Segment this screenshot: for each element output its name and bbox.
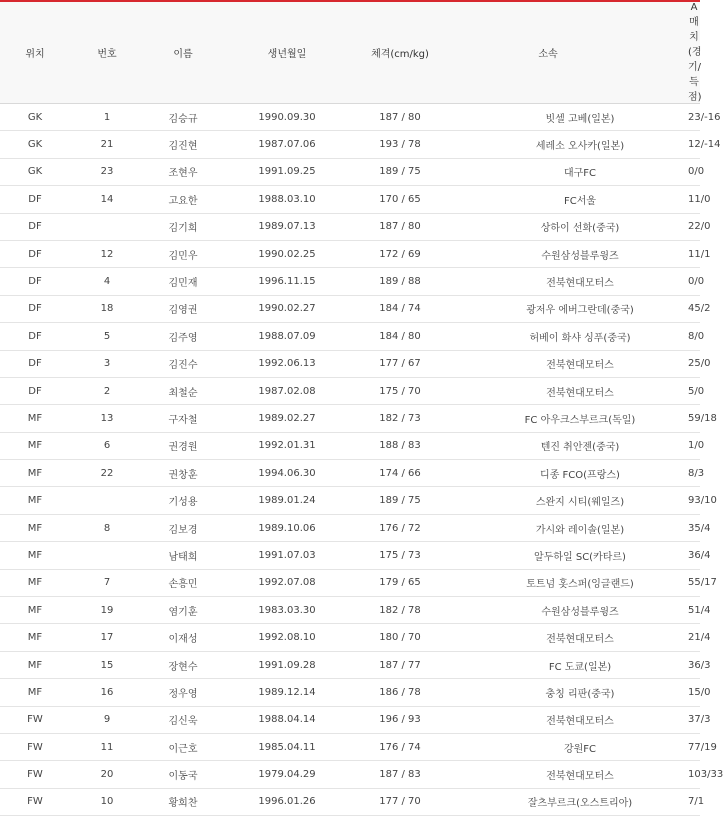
cell-position: DF [0, 350, 70, 377]
cell-caps: 12/-14 [648, 131, 700, 158]
cell-position: MF [0, 569, 70, 596]
cell-name: 황희찬 [144, 788, 222, 815]
cell-club: 알두하일 SC(카타르) [448, 542, 648, 569]
cell-caps: 21/4 [648, 624, 700, 651]
cell-position: GK [0, 104, 70, 131]
cell-caps: 35/4 [648, 514, 700, 541]
cell-club: 가시와 레이솔(일본) [448, 514, 648, 541]
table-row [0, 432, 700, 459]
table-row [0, 487, 700, 514]
table-row [0, 104, 700, 131]
cell-birth: 1979.04.29 [222, 761, 352, 788]
cell-club: 전북현대모터스 [448, 350, 648, 377]
cell-name: 구자철 [144, 405, 222, 432]
cell-body: 189 / 75 [352, 158, 448, 185]
header-name: 이름 [144, 1, 222, 104]
cell-caps: 51/4 [648, 597, 700, 624]
cell-caps: 25/0 [648, 350, 700, 377]
cell-position: GK [0, 131, 70, 158]
cell-club: 충칭 리판(중국) [448, 679, 648, 706]
cell-position: DF [0, 268, 70, 295]
cell-name: 고요한 [144, 186, 222, 213]
cell-club: 디종 FCO(프랑스) [448, 460, 648, 487]
cell-position: MF [0, 487, 70, 514]
cell-body: 175 / 70 [352, 377, 448, 404]
cell-name: 권경원 [144, 432, 222, 459]
cell-club: 텐진 취안젠(중국) [448, 432, 648, 459]
cell-body: 196 / 93 [352, 706, 448, 733]
cell-number: 3 [70, 350, 144, 377]
cell-name: 김진수 [144, 350, 222, 377]
cell-club: 빗셀 고베(일본) [448, 104, 648, 131]
cell-position: MF [0, 405, 70, 432]
cell-body: 177 / 70 [352, 788, 448, 815]
cell-position: GK [0, 158, 70, 185]
cell-number: 10 [70, 788, 144, 815]
cell-birth: 1991.09.28 [222, 651, 352, 678]
cell-birth: 1996.11.15 [222, 268, 352, 295]
cell-position: MF [0, 679, 70, 706]
cell-birth: 1987.07.06 [222, 131, 352, 158]
cell-body: 189 / 88 [352, 268, 448, 295]
cell-name: 조현우 [144, 158, 222, 185]
header-position: 위치 [0, 1, 70, 104]
cell-birth: 1996.01.26 [222, 788, 352, 815]
cell-birth: 1992.01.31 [222, 432, 352, 459]
cell-birth: 1990.02.25 [222, 240, 352, 267]
cell-name: 김진현 [144, 131, 222, 158]
table-row [0, 597, 700, 624]
cell-position: DF [0, 323, 70, 350]
table-header [0, 1, 700, 104]
cell-caps: 5/0 [648, 377, 700, 404]
cell-name: 이재성 [144, 624, 222, 651]
cell-body: 187 / 77 [352, 651, 448, 678]
cell-position: MF [0, 432, 70, 459]
cell-position: DF [0, 240, 70, 267]
table-row [0, 706, 700, 733]
cell-number: 20 [70, 761, 144, 788]
cell-caps: 103/33 [648, 761, 700, 788]
cell-birth: 1985.04.11 [222, 733, 352, 760]
cell-club: 전북현대모터스 [448, 268, 648, 295]
cell-body: 176 / 72 [352, 514, 448, 541]
cell-position: MF [0, 624, 70, 651]
cell-position: MF [0, 597, 70, 624]
cell-birth: 1983.03.30 [222, 597, 352, 624]
cell-body: 193 / 78 [352, 131, 448, 158]
cell-birth: 1990.02.27 [222, 295, 352, 322]
cell-position: DF [0, 295, 70, 322]
cell-position: FW [0, 733, 70, 760]
table-row [0, 514, 700, 541]
cell-caps: 11/1 [648, 240, 700, 267]
cell-number: 17 [70, 624, 144, 651]
cell-club: FC 아우크스부르크(독일) [448, 405, 648, 432]
cell-birth: 1989.07.13 [222, 213, 352, 240]
cell-caps: 8/3 [648, 460, 700, 487]
cell-birth: 1988.04.14 [222, 706, 352, 733]
cell-birth: 1992.06.13 [222, 350, 352, 377]
table-row [0, 733, 700, 760]
cell-name: 기성용 [144, 487, 222, 514]
cell-body: 188 / 83 [352, 432, 448, 459]
cell-body: 176 / 74 [352, 733, 448, 760]
cell-number: 8 [70, 514, 144, 541]
table-row [0, 158, 700, 185]
cell-position: FW [0, 761, 70, 788]
cell-caps: 15/0 [648, 679, 700, 706]
cell-name: 남태희 [144, 542, 222, 569]
cell-name: 장현수 [144, 651, 222, 678]
cell-number: 16 [70, 679, 144, 706]
table-row [0, 186, 700, 213]
cell-body: 170 / 65 [352, 186, 448, 213]
cell-club: 광저우 에버그란데(중국) [448, 295, 648, 322]
cell-body: 182 / 73 [352, 405, 448, 432]
cell-club: 수원삼성블루윙즈 [448, 597, 648, 624]
cell-body: 177 / 67 [352, 350, 448, 377]
table-row [0, 295, 700, 322]
cell-caps: 23/-16 [648, 104, 700, 131]
cell-name: 김보경 [144, 514, 222, 541]
table-row [0, 624, 700, 651]
cell-number: 5 [70, 323, 144, 350]
cell-birth: 1994.06.30 [222, 460, 352, 487]
cell-body: 187 / 80 [352, 213, 448, 240]
table-row [0, 240, 700, 267]
cell-body: 187 / 80 [352, 104, 448, 131]
cell-birth: 1989.10.06 [222, 514, 352, 541]
cell-position: MF [0, 651, 70, 678]
cell-caps: 55/17 [648, 569, 700, 596]
cell-number: 12 [70, 240, 144, 267]
table-row [0, 679, 700, 706]
cell-body: 172 / 69 [352, 240, 448, 267]
cell-body: 175 / 73 [352, 542, 448, 569]
cell-club: 수원삼성블루윙즈 [448, 240, 648, 267]
cell-club: 전북현대모터스 [448, 706, 648, 733]
cell-birth: 1988.03.10 [222, 186, 352, 213]
cell-birth: 1987.02.08 [222, 377, 352, 404]
cell-birth: 1991.07.03 [222, 542, 352, 569]
cell-position: MF [0, 514, 70, 541]
cell-caps: 93/10 [648, 487, 700, 514]
cell-caps: 0/0 [648, 158, 700, 185]
cell-name: 김영권 [144, 295, 222, 322]
cell-body: 174 / 66 [352, 460, 448, 487]
cell-number: 13 [70, 405, 144, 432]
cell-club: 잘츠부르크(오스트리아) [448, 788, 648, 815]
cell-caps: 8/0 [648, 323, 700, 350]
cell-position: MF [0, 542, 70, 569]
cell-number [70, 542, 144, 569]
cell-club: 전북현대모터스 [448, 761, 648, 788]
header-caps: A매치(경기/득점) [648, 1, 700, 104]
table-row [0, 460, 700, 487]
table-body [0, 104, 723, 816]
cell-number [70, 213, 144, 240]
cell-birth: 1991.09.25 [222, 158, 352, 185]
cell-club: 상하이 선화(중국) [448, 213, 648, 240]
cell-birth: 1988.07.09 [222, 323, 352, 350]
cell-caps: 59/18 [648, 405, 700, 432]
table-row [0, 761, 700, 788]
cell-name: 권창훈 [144, 460, 222, 487]
cell-caps: 22/0 [648, 213, 700, 240]
cell-club: 토트넘 홋스퍼(잉글랜드) [448, 569, 648, 596]
cell-name: 김승규 [144, 104, 222, 131]
cell-number: 1 [70, 104, 144, 131]
cell-body: 179 / 65 [352, 569, 448, 596]
cell-number: 6 [70, 432, 144, 459]
cell-birth: 1992.07.08 [222, 569, 352, 596]
cell-position: DF [0, 377, 70, 404]
cell-club: FC서울 [448, 186, 648, 213]
cell-position: FW [0, 788, 70, 815]
table-row [0, 788, 700, 815]
cell-birth: 1989.02.27 [222, 405, 352, 432]
cell-club: 강원FC [448, 733, 648, 760]
header-number: 번호 [70, 1, 144, 104]
cell-name: 김민우 [144, 240, 222, 267]
table-row [0, 405, 700, 432]
cell-body: 180 / 70 [352, 624, 448, 651]
cell-number: 2 [70, 377, 144, 404]
header-body: 체격(cm/kg) [352, 1, 448, 104]
cell-name: 최철순 [144, 377, 222, 404]
cell-name: 김주영 [144, 323, 222, 350]
table-row [0, 377, 700, 404]
cell-position: DF [0, 186, 70, 213]
cell-name: 손흥민 [144, 569, 222, 596]
cell-position: FW [0, 706, 70, 733]
cell-number: 11 [70, 733, 144, 760]
cell-birth: 1989.01.24 [222, 487, 352, 514]
cell-position: MF [0, 460, 70, 487]
table-row [0, 569, 700, 596]
cell-caps: 45/2 [648, 295, 700, 322]
cell-number: 21 [70, 131, 144, 158]
cell-birth: 1989.12.14 [222, 679, 352, 706]
table-row [0, 131, 700, 158]
cell-number: 9 [70, 706, 144, 733]
table-row [0, 213, 700, 240]
cell-body: 184 / 74 [352, 295, 448, 322]
cell-number: 7 [70, 569, 144, 596]
cell-club: 전북현대모터스 [448, 624, 648, 651]
cell-position: DF [0, 213, 70, 240]
cell-caps: 11/0 [648, 186, 700, 213]
cell-number: 4 [70, 268, 144, 295]
cell-caps: 36/3 [648, 651, 700, 678]
cell-club: 스완지 시티(웨일즈) [448, 487, 648, 514]
header-birth: 생년월일 [222, 1, 352, 104]
cell-number [70, 487, 144, 514]
cell-name: 이동국 [144, 761, 222, 788]
cell-caps: 0/0 [648, 268, 700, 295]
cell-caps: 7/1 [648, 788, 700, 815]
cell-caps: 1/0 [648, 432, 700, 459]
cell-name: 김민재 [144, 268, 222, 295]
table-row [0, 542, 700, 569]
cell-club: 대구FC [448, 158, 648, 185]
cell-club: 허베이 화샤 싱푸(중국) [448, 323, 648, 350]
cell-caps: 36/4 [648, 542, 700, 569]
cell-name: 이근호 [144, 733, 222, 760]
cell-caps: 37/3 [648, 706, 700, 733]
cell-body: 189 / 75 [352, 487, 448, 514]
cell-number: 15 [70, 651, 144, 678]
cell-club: 세레소 오사카(일본) [448, 131, 648, 158]
cell-number: 14 [70, 186, 144, 213]
cell-name: 정우영 [144, 679, 222, 706]
cell-body: 187 / 83 [352, 761, 448, 788]
cell-number: 18 [70, 295, 144, 322]
table-row [0, 651, 700, 678]
cell-club: 전북현대모터스 [448, 377, 648, 404]
cell-name: 김신욱 [144, 706, 222, 733]
cell-birth: 1990.09.30 [222, 104, 352, 131]
table-row [0, 323, 700, 350]
cell-number: 19 [70, 597, 144, 624]
table-row [0, 350, 700, 377]
header-row [0, 1, 700, 104]
cell-name: 염기훈 [144, 597, 222, 624]
cell-body: 184 / 80 [352, 323, 448, 350]
cell-birth: 1992.08.10 [222, 624, 352, 651]
cell-number: 23 [70, 158, 144, 185]
cell-caps: 77/19 [648, 733, 700, 760]
header-club: 소속 [448, 1, 648, 104]
table-row [0, 268, 700, 295]
cell-club: FC 도쿄(일본) [448, 651, 648, 678]
cell-body: 182 / 78 [352, 597, 448, 624]
cell-name: 김기희 [144, 213, 222, 240]
cell-body: 186 / 78 [352, 679, 448, 706]
cell-number: 22 [70, 460, 144, 487]
